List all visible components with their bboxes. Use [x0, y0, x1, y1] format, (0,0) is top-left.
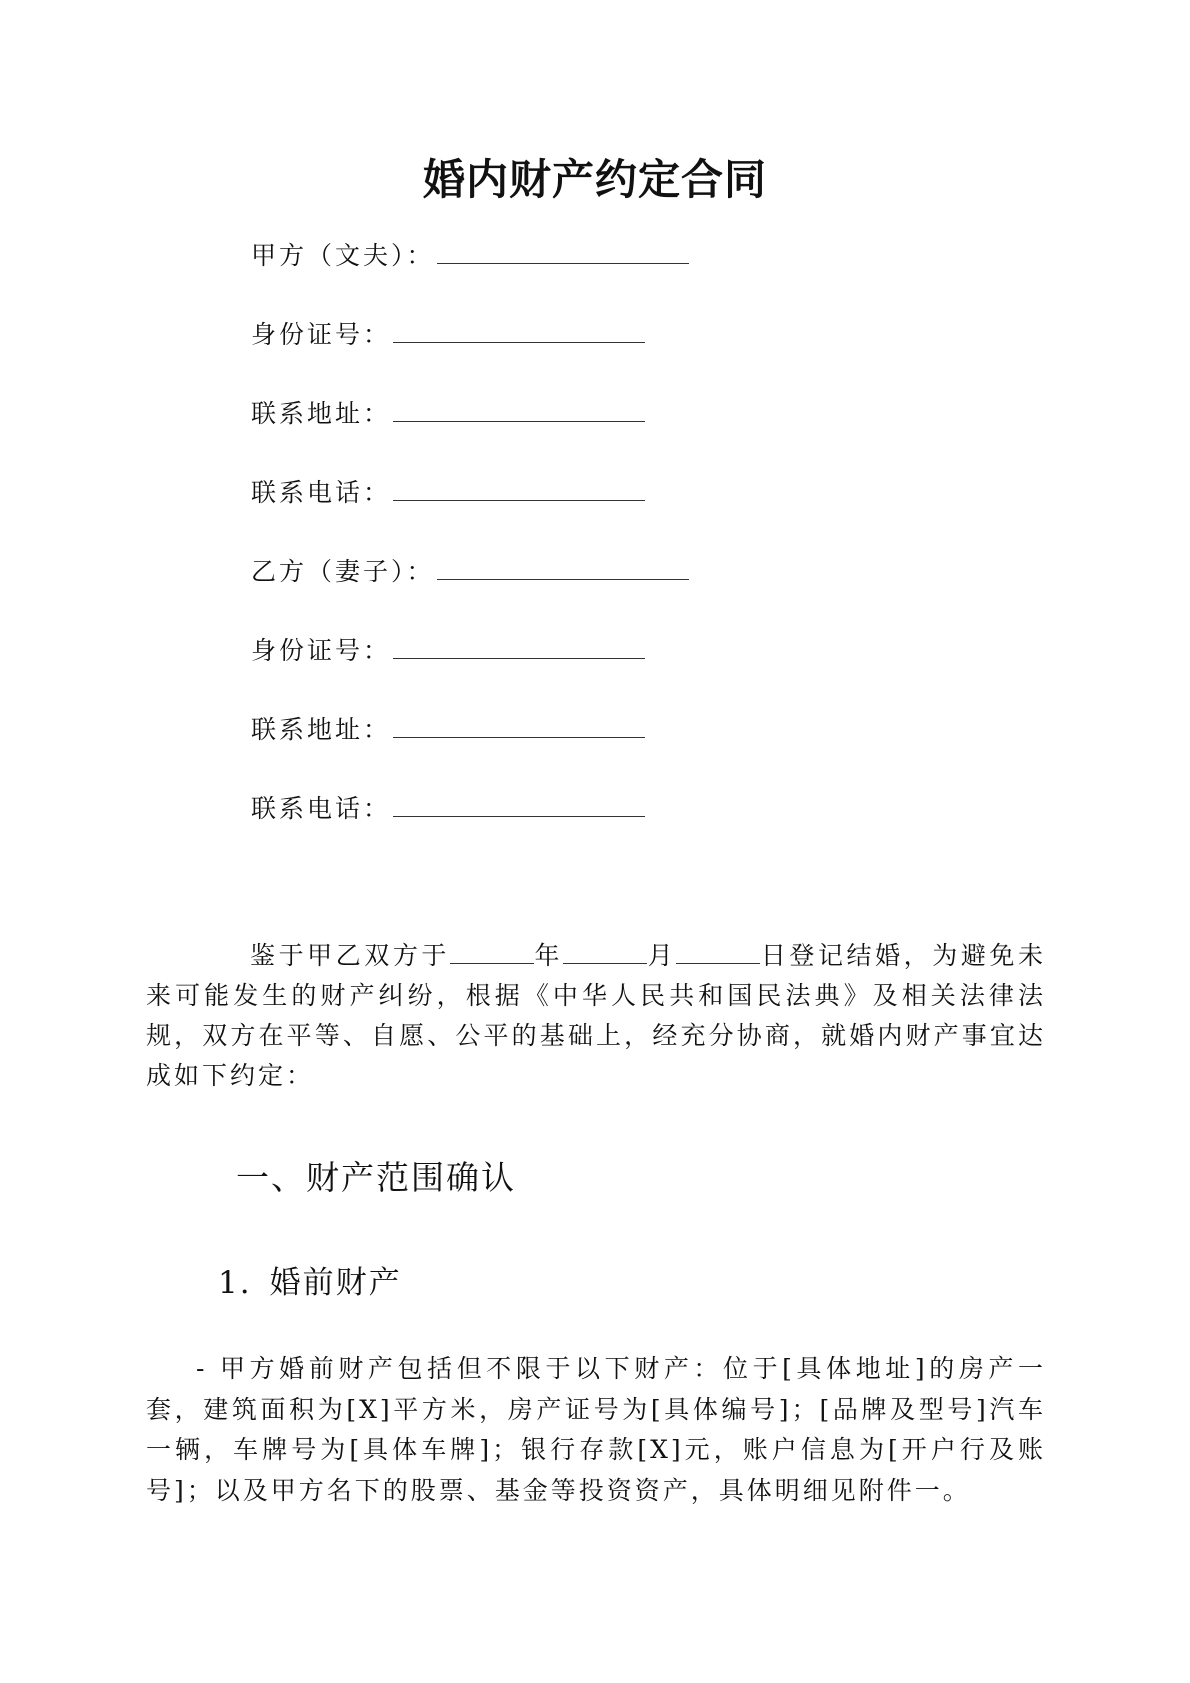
party-a-address-label: 联系地址：	[251, 399, 392, 428]
preamble-month: 月	[647, 941, 677, 970]
party-b-name-blank[interactable]	[437, 553, 689, 580]
preamble-paragraph	[146, 936, 1046, 1096]
party-b-address-field	[251, 711, 645, 748]
party-b-phone-field	[251, 790, 645, 827]
party-a-phone-field	[251, 474, 645, 511]
party-a-name-field	[251, 237, 689, 274]
party-b-address-label: 联系地址：	[251, 715, 392, 744]
preamble-part1: 鉴于甲乙双方于	[250, 941, 450, 970]
party-b-name-field	[251, 553, 689, 590]
subsection-number: 1.	[218, 1265, 252, 1301]
preamble-part2: 日登记结婚，为避免未来可能发生的财产纠纷，根据《中华人民共和国民法典》及相关法律法规，双方在平等、自愿、公平的基础上，经充分协商，就婚内财产事宜达成如下约定：	[146, 941, 1046, 1090]
marriage-day-blank[interactable]	[676, 939, 760, 964]
party-b-id-blank[interactable]	[393, 632, 645, 659]
party-b-phone-label: 联系电话：	[251, 794, 392, 823]
premarital-property-paragraph	[146, 1349, 1046, 1511]
party-b-id-field	[251, 632, 645, 669]
party-b-name-label: 乙方（妻子）：	[251, 557, 435, 586]
section-heading: 一、财产范围确认	[236, 1158, 516, 1197]
party-b-id-label: 身份证号：	[251, 636, 392, 665]
marriage-month-blank[interactable]	[563, 939, 647, 964]
party-a-id-field	[251, 316, 645, 353]
document-title: 婚内财产约定合同	[422, 155, 767, 204]
preamble-year: 年	[533, 941, 564, 970]
premarital-property-text: - 甲方婚前财产包括但不限于以下财产：位于[具体地址]的房产一套，建筑面积为[X]平方米，房产证号为[具体编号]；[品牌及型号]汽车一辆，车牌号为[具体车牌]；银行存款[X]元，账户信息为[开户行及账号]；以及甲方名下的股票、基金等投资资产，具体明细见附件一。	[146, 1354, 1046, 1505]
party-b-address-blank[interactable]	[393, 711, 645, 738]
party-a-name-blank[interactable]	[437, 237, 689, 264]
party-a-phone-label: 联系电话：	[251, 478, 392, 507]
subsection-heading	[218, 1262, 402, 1304]
party-b-phone-blank[interactable]	[393, 790, 645, 817]
subsection-title: 婚前财产	[269, 1265, 402, 1301]
party-a-address-field	[251, 395, 645, 432]
party-a-address-blank[interactable]	[393, 395, 645, 422]
party-a-name-label: 甲方（文夫）：	[251, 241, 435, 270]
party-a-id-label: 身份证号：	[251, 320, 392, 349]
marriage-year-blank[interactable]	[450, 939, 534, 964]
party-a-id-blank[interactable]	[393, 316, 645, 343]
party-a-phone-blank[interactable]	[393, 474, 645, 501]
